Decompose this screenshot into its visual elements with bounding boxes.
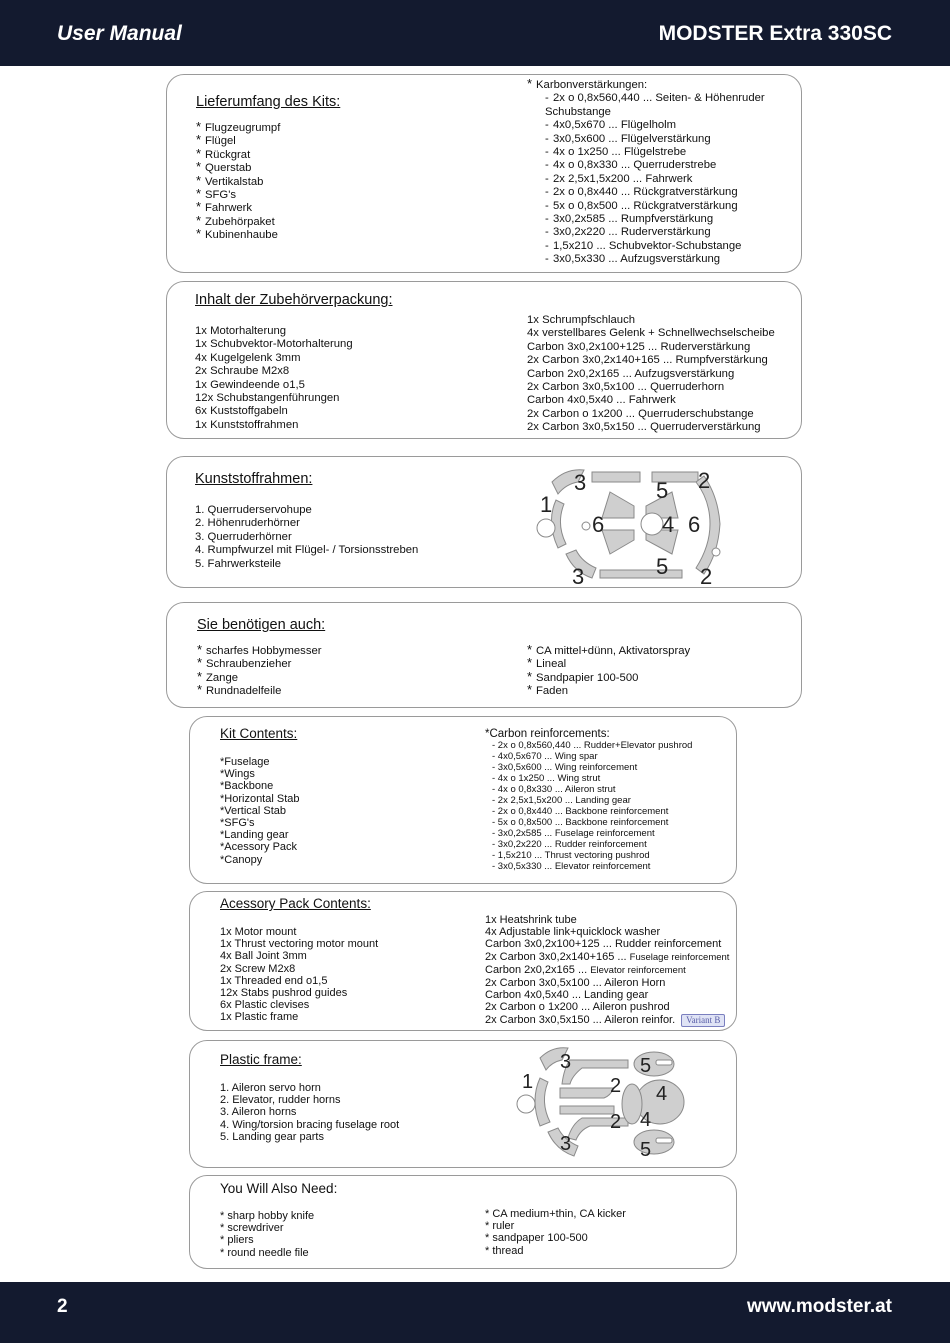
list-item: * sandpaper 100-500 [485,1232,588,1245]
list-item: 3. Querruderhörner [195,530,292,543]
en-frame-title: Plastic frame: [220,1052,302,1067]
frame-number: 1 [522,1071,534,1093]
list-item: - 3x0,5x600 ... Wing reinforcement [492,762,638,773]
en-need-right [485,1208,626,1257]
list-item: Carbon 3x0,2x100+125 ... Rudder reinforcement [485,938,722,951]
list-item: *Horizontal Stab [220,792,300,805]
list-item: * Schraubenzieher [197,655,292,671]
en-need-title: You Will Also Need: [220,1181,338,1196]
list-item: *SFG's [220,817,255,830]
de-plastic-frame-diagram [522,462,742,586]
frame-part [622,1084,642,1124]
page-number: 2 [57,1296,68,1317]
list-item: - 1,5x210 ... Thrust vectoring pushrod [492,850,650,861]
de-need-left [197,642,322,699]
frame-number: 2 [610,1111,622,1133]
list-item: Carbon 2x0,2x165 ... Elevator reinforcement [485,963,686,976]
frame-number: 2 [698,468,711,493]
list-item: Carbon 2x0,2x165 ... Aufzugsverstärkung [527,367,735,380]
frame-number: 6 [688,512,701,537]
list-item: * Flugzeugrumpf [196,119,281,134]
list-item: 5. Fahrwerksteile [195,557,282,570]
list-item: - 5x o 0,8x500 ... Backbone reinforcement [492,817,669,828]
list-item: Carbon 3x0,2x100+125 ... Ruderverstärkung [527,340,751,353]
list-item: 2x Carbon 3x0,5x150 ... Querruderverstärkung [527,421,761,434]
de-kit-list [196,119,281,243]
list-item: 2x Carbon 3x0,2x140+165 ... Rumpfverstärkung [527,354,768,367]
manual-label: User Manual [57,22,182,45]
list-item: * thread [485,1244,524,1257]
list-item: - 3x0,5x330 ... Aufzugsverstärkung [545,253,721,266]
list-item: - 2x 2,5x1,5x200 ... Fahrwerk [545,172,693,185]
en-kit-title: Kit Contents: [220,726,298,741]
list-item: 12x Stabs pushrod guides [220,987,348,1000]
frame-number: 5 [640,1139,652,1161]
de-carbon-list [527,76,765,267]
list-item: * Zubehörpaket [196,212,275,228]
list-item: - 3x0,2x220 ... Rudder reinforcement [492,839,647,850]
de-need-right [527,642,691,699]
list-item: * Lineal [527,655,567,671]
de-acc-right [527,314,775,435]
de-frame-list [195,504,418,571]
en-need-left [220,1210,314,1259]
frame-number: 2 [610,1075,622,1097]
list-item: 1x Schubvektor-Motorhalterung [195,338,353,351]
list-item: * Zange [197,668,239,684]
website-link[interactable]: www.modster.at [747,1296,892,1317]
list-item: 4x Adjustable link+quicklock washer [485,926,661,939]
de-kit-title: Lieferumfang des Kits: [196,94,341,110]
list-item: 2x Carbon o 1x200 ... Aileron pushrod [485,1001,670,1014]
list-item: 1x Kunststoffrahmen [195,418,299,431]
frame-hole [712,548,720,556]
list-item: * scharfes Hobbymesser [197,642,322,657]
list-item: *Canopy [220,853,263,866]
list-item: - 3x0,2x220 ... Ruderverstärkung [545,226,711,239]
list-item: * CA mittel+dünn, Aktivatorspray [527,642,691,657]
frame-hole [537,519,555,537]
frame-number: 6 [592,512,605,537]
list-item: - 4x0,5x670 ... Flügelholm [545,119,677,132]
list-item: *Acessory Pack [220,841,298,854]
list-item: 2. Höhenruderhörner [195,517,300,530]
list-item: * SFG's [196,186,237,202]
list-item: - 4x o 0,8x330 ... Aileron strut [492,784,616,795]
list-item: 2x Carbon 3x0,5x100 ... Querruderhorn [527,381,725,394]
list-item: * CA medium+thin, CA kicker [485,1208,626,1220]
list-item: * Fahrwerk [196,199,253,215]
list-item: 4. Wing/torsion bracing fuselage root [220,1118,400,1131]
frame-part [602,530,634,554]
list-item: - 3x0,5x330 ... Elevator reinforcement [492,861,651,872]
list-item: - 3x0,2x585 ... Fuselage reinforcement [492,828,655,839]
frame-number: 3 [560,1051,572,1073]
list-item: - 4x o 1x250 ... Flügelstrebe [545,146,687,159]
list-item: - 2x o 0,8x560,440 ... Rudder+Elevator pushrod [492,740,693,751]
list-item: 1. Querruderservohupe [195,504,312,516]
list-item: 2x Schraube M2x8 [195,365,290,378]
list-item: 1x Gewindeende o1,5 [195,378,305,391]
list-heading: *Carbon reinforcements: [485,728,610,740]
list-item: 1. Aileron servo horn [220,1082,321,1094]
frame-part [535,1078,550,1126]
list-item: *Fuselage [220,756,270,768]
frame-number: 5 [656,478,669,503]
list-item: - 4x0,5x670 ... Wing spar [492,751,598,762]
list-item: - 2x 2,5x1,5x200 ... Landing gear [492,795,631,806]
frame-hole [517,1095,535,1113]
frame-number: 3 [574,470,587,495]
frame-part [592,472,640,482]
list-item: - 4x o 1x250 ... Wing strut [492,773,601,784]
en-plastic-frame-diagram [510,1044,690,1164]
list-item: *Wings [220,768,255,781]
list-item: 1x Motorhalterung [195,325,287,337]
list-item: 1x Threaded end o1,5 [220,974,328,987]
list-item: 2x Carbon 3x0,5x150 ... Aileron reinfor. Variant B [485,1014,729,1027]
frame-number: 3 [572,564,585,586]
list-item: 2x Carbon 3x0,5x100 ... Aileron Horn [485,977,666,990]
list-item: * Vertikalstab [196,172,264,188]
en-acc-right [485,914,729,1027]
list-item: *Vertical Stab [220,804,287,817]
list-item: Carbon 4x0,5x40 ... Fahrwerk [527,394,676,407]
en-acc-left [220,926,378,1024]
frame-number: 4 [656,1083,668,1105]
list-item: * Flügel [196,132,236,148]
list-item: * screwdriver [220,1222,284,1235]
frame-number: 4 [640,1109,652,1131]
list-item: 2. Elevator, rudder horns [220,1094,341,1107]
list-item: 5. Landing gear parts [220,1130,324,1143]
en-carbon-list [485,728,692,872]
en-acc-title: Acessory Pack Contents: [220,896,371,911]
page-footer [0,1282,950,1343]
frame-slot [656,1060,672,1065]
list-item: * round needle file [220,1246,309,1259]
frame-hole [641,513,663,535]
list-item: * Sandpapier 100-500 [527,668,639,684]
list-item: 1x Schrumpfschlauch [527,314,635,326]
list-item: 1x Thrust vectoring motor mount [220,938,379,951]
list-item: - 3x0,2x585 ... Rumpfverstärkung [545,213,714,226]
list-item: * ruler [485,1220,515,1233]
variant-badge: Variant B [681,1014,725,1027]
list-item: * pliers [220,1234,254,1247]
frame-number: 5 [640,1055,652,1077]
frame-part [560,1088,614,1098]
en-frame-list [220,1082,399,1143]
frame-part [600,570,682,578]
list-item: 2x Carbon o 1x200 ... Querruderschubstange [527,407,754,420]
list-item: - 5x o 0,8x500 ... Rückgratverstärkung [545,199,738,212]
list-item: - 2x o 0,8x560,440 ... Seiten- & Höhenruder [545,92,765,105]
frame-part [602,492,634,518]
frame-hole [582,522,590,530]
page-header [0,0,950,66]
product-title: MODSTER Extra 330SC [658,22,892,45]
list-item: *Landing gear [220,829,289,842]
list-item: 3. Aileron horns [220,1106,297,1119]
de-acc-left [195,325,353,432]
de-need-title: Sie benötigen auch: [197,617,326,633]
list-item: Schubstange [545,105,611,118]
list-item: 4x Kugelgelenk 3mm [195,351,301,364]
frame-part [560,1106,614,1114]
frame-number: 2 [700,564,713,586]
list-item: 12x Schubstangenführungen [195,392,340,405]
list-item: * Faden [527,682,569,698]
list-item: 2x Carbon 3x0,2x140+165 ... Fuselage reinforcement [485,950,730,963]
list-heading: * Karbonverstärkungen: [527,76,648,91]
list-item: * Querstab [196,159,252,175]
list-item: 6x Plastic clevises [220,999,310,1012]
de-acc-title: Inhalt der Zubehörverpackung: [195,292,393,308]
list-item: - 3x0,5x600 ... Flügelverstärkung [545,132,711,145]
en-kit-list [220,756,300,866]
list-item: 2x Screw M2x8 [220,962,296,975]
list-item: 1x Heatshrink tube [485,914,577,926]
frame-number: 3 [560,1133,572,1155]
list-item: *Backbone [220,780,274,793]
list-item: * sharp hobby knife [220,1210,315,1222]
list-item: * Rückgrat [196,145,251,161]
list-item: * Rundnadelfeile [197,682,282,698]
list-item: 1x Plastic frame [220,1011,299,1024]
list-item: 4. Rumpfwurzel mit Flügel- / Torsionsstreben [195,544,419,557]
frame-number: 4 [662,512,675,537]
de-frame-title: Kunststoffrahmen: [195,471,313,487]
list-item: * Kubinenhaube [196,226,278,242]
frame-number: 5 [656,554,669,579]
list-item: - 2x o 0,8x440 ... Rückgratverstärkung [545,186,738,199]
list-item: 1x Motor mount [220,926,297,938]
list-item: Carbon 4x0,5x40 ... Landing gear [485,989,649,1002]
list-item: 4x Ball Joint 3mm [220,950,307,963]
list-item: - 1,5x210 ... Schubvektor-Schubstange [545,239,742,252]
list-item: 4x verstellbares Gelenk + Schnellwechselscheibe [527,327,775,340]
frame-number: 1 [540,492,553,517]
frame-slot [656,1138,672,1143]
list-item: 6x Kuststoffgabeln [195,405,288,418]
list-item: - 4x o 0,8x330 ... Querruderstrebe [545,159,717,172]
list-item: - 2x o 0,8x440 ... Backbone reinforcement [492,806,669,817]
